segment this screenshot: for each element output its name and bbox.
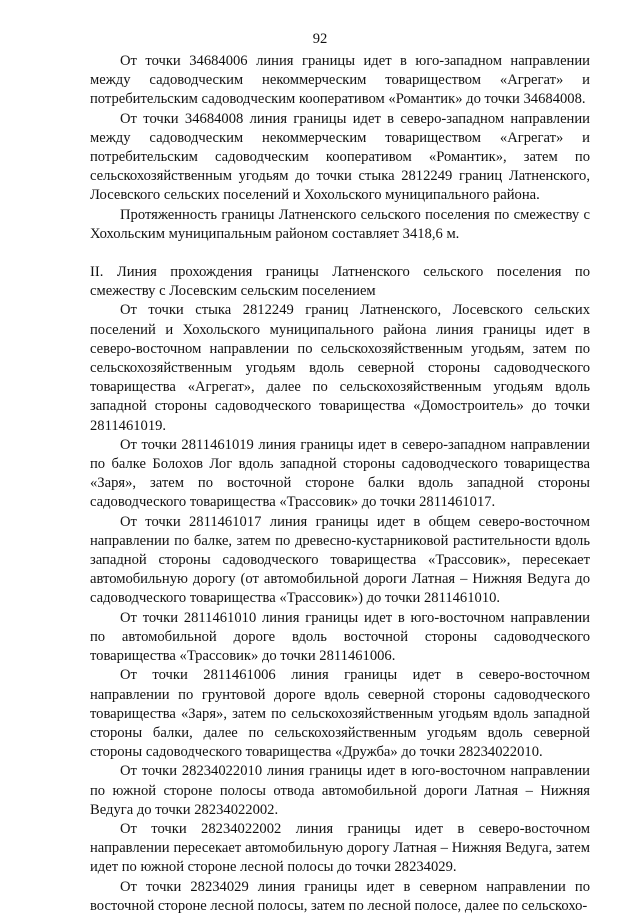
paragraph: От точки 2811461019 линия границы идет в северо-западном направлении по балке Болохов Лог вдоль западной стороны садоводческого товарищества «Заря», затем по восточной стороне балки вдоль западной стороны садоводческого товарищества «Трассовик» до точки 2811461017. bbox=[90, 436, 590, 511]
paragraph: От точки 2811461010 линия границы идет в юго-восточном направлении по автомобильной дороге вдоль восточной стороны садоводческого товарищества «Трассовик» до точки 2811461006. bbox=[90, 609, 590, 665]
paragraph: От точки 2811461017 линия границы идет в общем северо-восточном направлении по балке, затем по древесно-кустарниковой растительности вдоль западной стороны садоводческого товарищества «Трассовик», пересекает автомобильную дорогу (от автомобильной дороги Латная – Нижняя Ведуга до садоводческого товарищества «Трассовик») до точки 2811461010. bbox=[90, 513, 590, 607]
paragraph: От точки 2811461006 линия границы идет в северо-восточном направлении по грунтовой дороге вдоль северной стороны садоводческого товарищества «Заря», затем по сельскохозяйственным угодьям вдоль западной стороны балки, далее по сельскохозяйственным угодьям вдоль северной стороны садоводческого товарищества «Дружба» до точки 28234022010. bbox=[90, 667, 590, 761]
paragraph: От точки 34684006 линия границы идет в юго-западном направлении между садоводческим некоммерческим товариществом «Агрегат» и потребительским садоводческим кооперативом «Романтик» до точки 34684008. bbox=[90, 53, 590, 108]
section-heading: II. Линия прохождения границы Латненского сельского поселения по смежеству с Лосевским сельским поселением bbox=[90, 264, 590, 300]
paragraph: От точки 34684008 линия границы идет в северо-западном направлении между садоводческим некоммерческим товариществом «Агрегат» и потребительским садоводческим кооперативом «Романтик», затем по сельскохозяйственным угодьям до точки стыка 2812249 границ Латненского, Лосевского сельских поселений и Хохольского муниципального района. bbox=[90, 110, 590, 204]
section-spacer bbox=[90, 244, 590, 263]
paragraph: От точки 28234022010 линия границы идет в юго-восточном направлении по южной стороне полосы отвода автомобильной дороги Латная – Нижняя Ведуга до точки 28234022002. bbox=[90, 763, 590, 818]
paragraph: От точки 28234029 линия границы идет в северном направлении по восточной стороне лесной полосы, затем по лесной полосе, далее по сельскохо- bbox=[90, 878, 590, 914]
paragraph: От точки стыка 2812249 границ Латненского, Лосевского сельских поселений и Хохольского муниципального района линия границы идет в северо-восточном направлении по сельскохозяйственным угодьям, затем по сельскохозяйственным угодьям вдоль северной стороны садоводческого товарищества «Агрегат», далее по сельскохозяйственным угодьям вдоль западной стороны садоводческого товарищества «Домостроитель» до точки 2811461019. bbox=[90, 302, 590, 434]
document-body bbox=[90, 52, 590, 916]
paragraph: Протяженность границы Латненского сельского поселения по смежеству с Хохольским муниципальным районом составляет 3418,6 м. bbox=[90, 206, 590, 242]
page-number: 92 bbox=[312, 31, 328, 47]
paragraph: От точки 28234022002 линия границы идет в северо-восточном направлении пересекает автомобильную дорогу Латная – Нижняя Ведуга, затем идет по южной стороне лесной полосы до точки 28234029. bbox=[90, 820, 590, 876]
